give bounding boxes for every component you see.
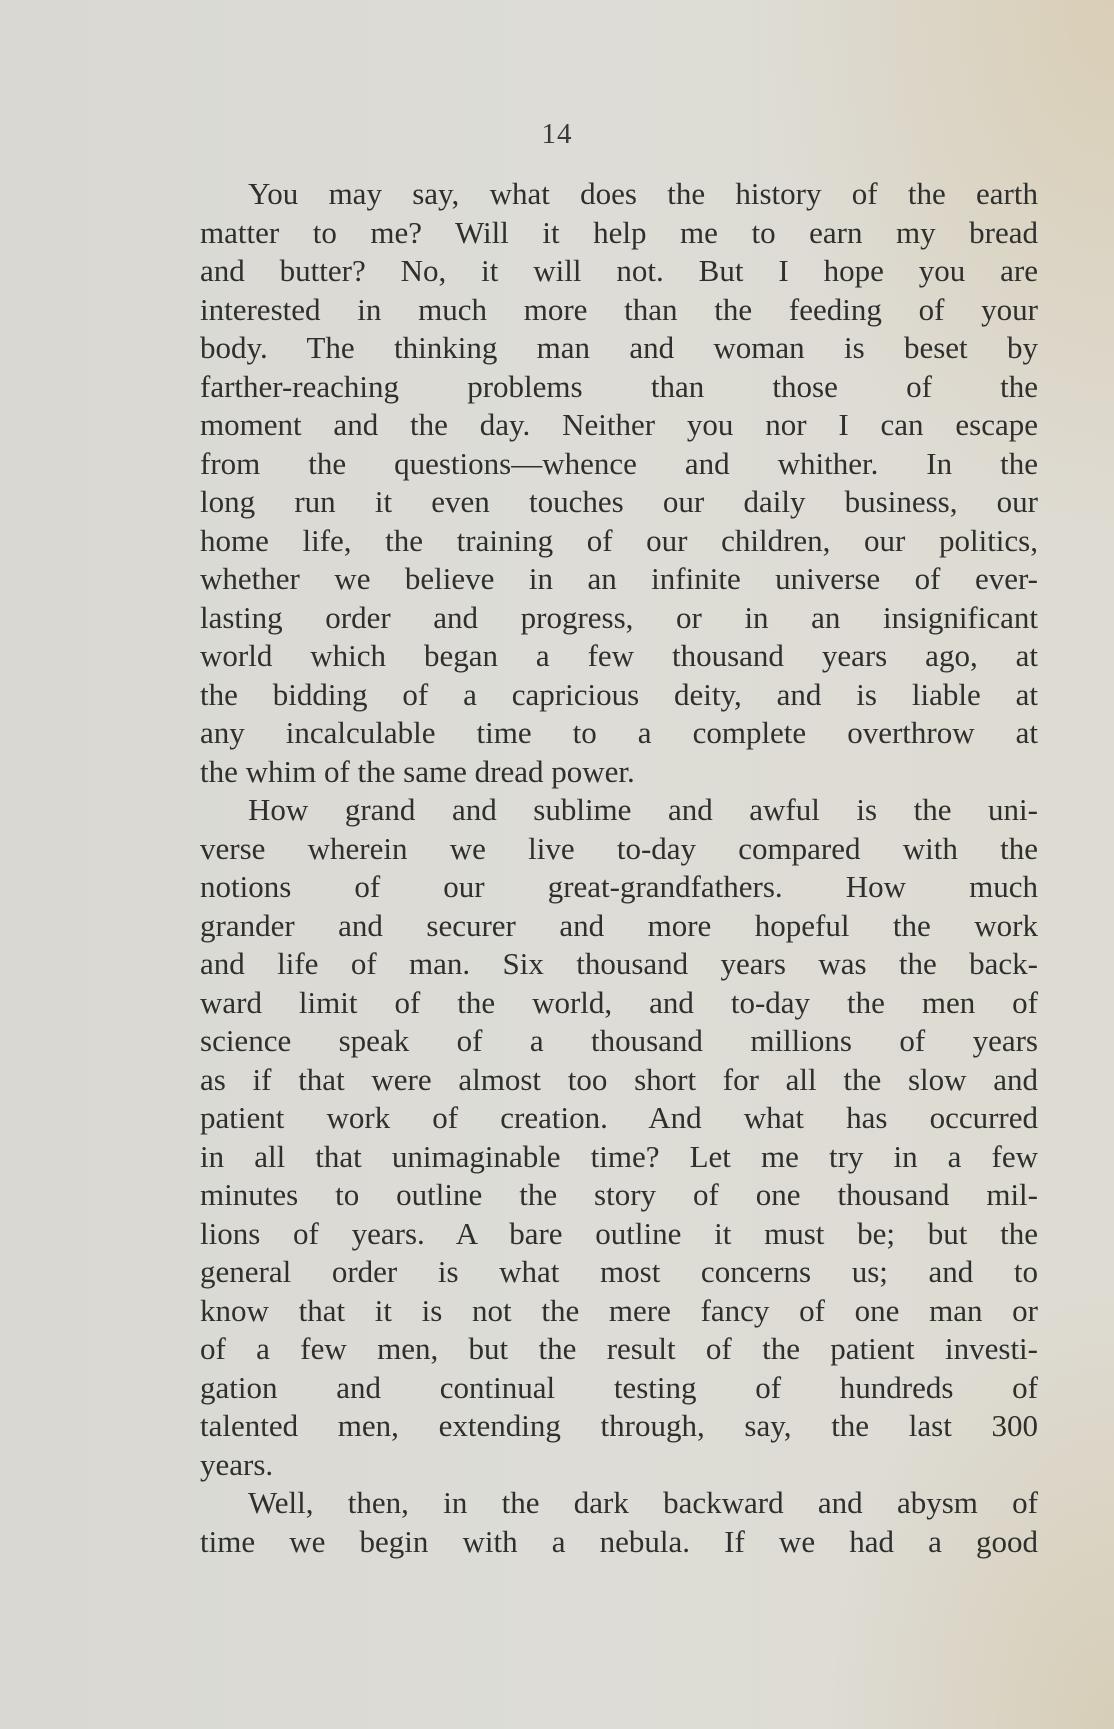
text-line: of a few men, but the result of the patient investi-	[200, 1331, 1038, 1366]
text-line: gation and continual testing of hundreds of	[200, 1369, 1038, 1405]
text-line: world which began a few thousand years ago, at	[200, 638, 1038, 673]
text-line: long run it even touches our daily business, our	[200, 484, 1038, 519]
text-line: in all that unimaginable time? Let me try in a few	[200, 1138, 1038, 1174]
text-line: know that it is not the mere fancy of one man or	[200, 1292, 1038, 1328]
text-line: the bidding of a capricious deity, and is liable at	[200, 676, 1038, 712]
text-line: lasting order and progress, or in an insignificant	[200, 599, 1038, 635]
text-line: and life of man. Six thousand years was the back-	[200, 946, 1038, 981]
text-line: You may say, what does the history of the earth	[248, 176, 1038, 211]
text-line: any incalculable time to a complete overthrow at	[200, 715, 1038, 750]
text-line: patient work of creation. And what has occurred	[200, 1100, 1038, 1135]
text-line: from the questions—whence and whither. In the	[200, 445, 1038, 481]
body-text	[200, 175, 1038, 1561]
text-line: moment and the day. Neither you nor I can escape	[200, 407, 1038, 442]
page-number: 14	[541, 118, 573, 150]
text-line: Well, then, in the dark backward and abysm of	[248, 1485, 1038, 1520]
text-line: farther-reaching problems than those of the	[200, 368, 1038, 404]
text-line: the whim of the same dread power.	[200, 753, 635, 789]
text-line: notions of our great-grandfathers. How much	[200, 869, 1038, 904]
text-line: home life, the training of our children, our politics,	[200, 522, 1038, 558]
text-line: minutes to outline the story of one thousand mil-	[200, 1177, 1038, 1212]
text-line: years.	[200, 1446, 274, 1482]
text-line: How grand and sublime and awful is the uni-	[248, 792, 1038, 827]
text-line: body. The thinking man and woman is beset by	[200, 330, 1038, 365]
text-line: general order is what most concerns us; and to	[200, 1254, 1038, 1289]
text-line: science speak of a thousand millions of years	[200, 1023, 1038, 1058]
text-line: verse wherein we live to-day compared with the	[200, 830, 1038, 866]
text-line: talented men, extending through, say, the last 300	[200, 1408, 1038, 1443]
text-line: whether we believe in an infinite universe of ever-	[200, 561, 1038, 596]
text-line: as if that were almost too short for all the slow and	[200, 1061, 1038, 1097]
text-line: time we begin with a nebula. If we had a good	[200, 1523, 1038, 1559]
text-line: interested in much more than the feeding of your	[200, 291, 1038, 327]
text-line: ward limit of the world, and to-day the men of	[200, 984, 1038, 1020]
text-line: lions of years. A bare outline it must be; but the	[200, 1215, 1038, 1251]
text-line: grander and securer and more hopeful the work	[200, 907, 1038, 943]
text-line: matter to me? Will it help me to earn my bread	[200, 214, 1038, 250]
text-line: and butter? No, it will not. But I hope you are	[200, 253, 1038, 288]
